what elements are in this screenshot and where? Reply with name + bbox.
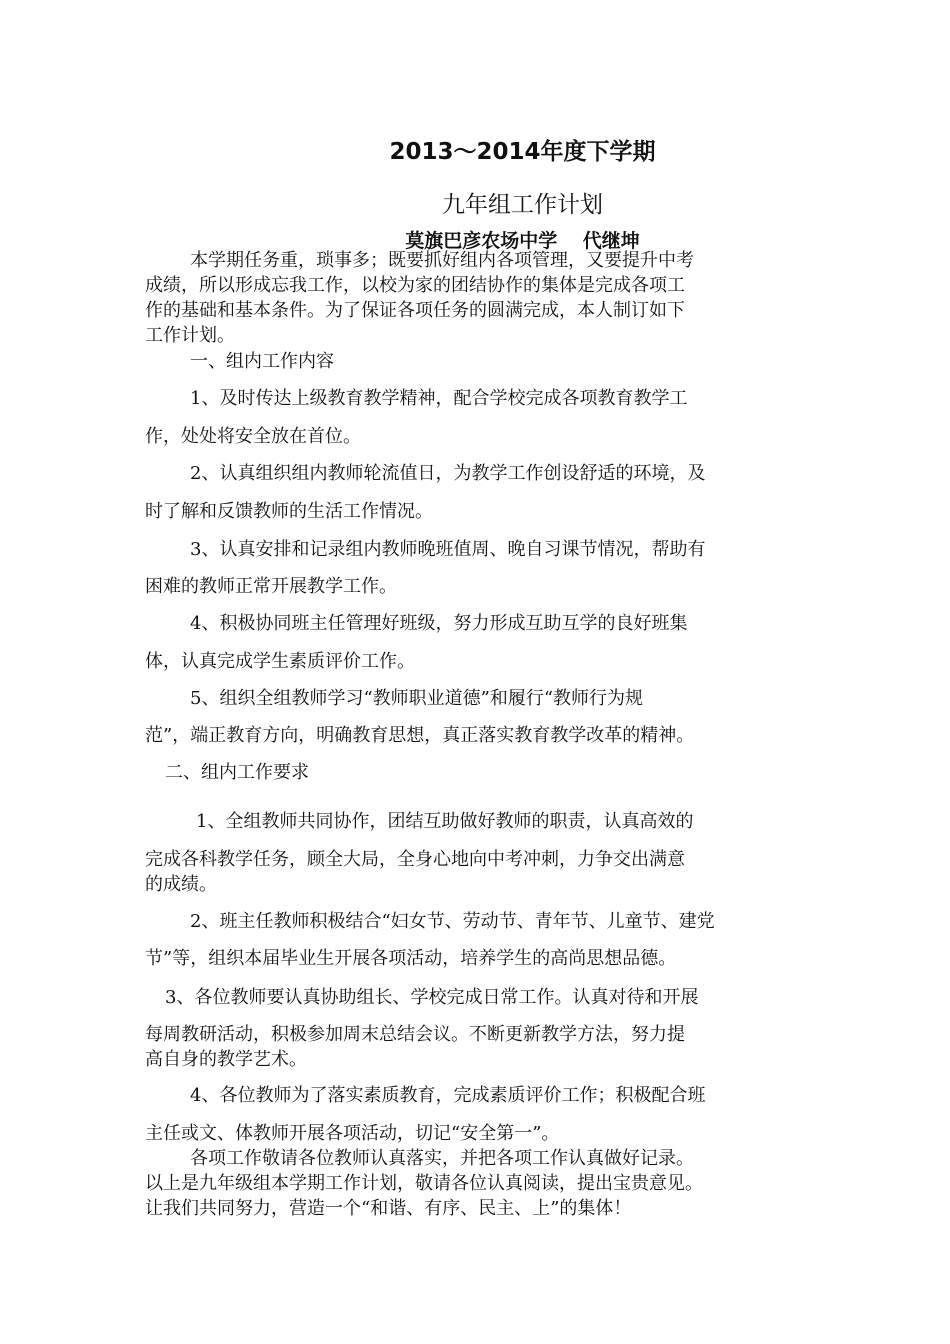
title-line1: 2013～2014年度下学期 [389,139,656,165]
closing-line: 以上是九年级组本学期工作计划，敬请各位认真阅读，提出宝贵意见。 [145,1173,703,1194]
section1-item-line: 1、及时传达上级教育教学精神，配合学校完成各项教育教学工 [190,388,688,409]
section1-item-line: 2、认真组织组内教师轮流值日，为教学工作创设舒适的环境，及 [190,463,706,484]
section1-title: 一、组内工作内容 [190,351,334,372]
intro-line: 本学期任务重，琐事多；既要抓好组内各项管理，又要提升中考 [190,250,694,271]
closing-line: 各项工作敬请各位教师认真落实，并把各项工作认真做好记录。 [190,1148,694,1169]
section1-item-line: 时了解和反馈教师的生活工作情况。 [145,501,433,522]
author-line: 莫旗巴彦农场中学 代继坤 [405,230,640,252]
section2-title: 二、组内工作要求 [165,762,309,783]
intro-line: 成绩，所以形成忘我工作，以校为家的团结协作的集体是完成各项工 [145,275,685,296]
section2-item-line: 1、全组教师共同协作，团结互助做好教师的职责，认真高效的 [196,811,694,832]
section2-item-line: 的成绩。 [145,874,217,895]
closing-line: 让我们共同努力，营造一个“和谐、有序、民主、上”的集体！ [145,1198,632,1219]
section2-item-line: 高自身的教学艺术。 [145,1049,307,1070]
section1-item-line: 3、认真安排和记录组内教师晚班值周、晚自习课节情况，帮助有 [190,539,706,560]
title-line2: 九年组工作计划 [442,192,603,218]
section1-item-line: 作，处处将安全放在首位。 [145,426,361,447]
section1-item-line: 范”，端正教育方向，明确教育思想，真正落实教育教学改革的精神。 [145,725,695,746]
intro-line: 工作计划。 [145,325,235,346]
section2-item-line: 每周教研活动，积极参加周末总结会议。不断更新教学方法，努力提 [145,1024,685,1045]
section2-item-line: 节”等，组织本届毕业生开展各项活动，培养学生的高尚思想品德。 [145,948,677,969]
section2-item-line: 2、班主任教师积极结合“妇女节、劳动节、青年节、儿童节、建党 [190,911,715,932]
section2-item-line: 4、各位教师为了落实素质教育，完成素质评价工作；积极配合班 [190,1085,706,1106]
section1-item-line: 困难的教师正常开展教学工作。 [145,576,397,597]
section2-item-line: 完成各科教学任务，顾全大局，全身心地向中考冲刺，力争交出满意 [145,849,685,870]
section2-item-line: 3、各位教师要认真协助组长、学校完成日常工作。认真对待和开展 [165,987,699,1008]
section1-item-line: 5、组织全组教师学习“教师职业道德”和履行“教师行为规 [190,688,644,709]
section1-item-line: 体，认真完成学生素质评价工作。 [145,651,415,672]
section2-item-line: 主任或文、体教师开展各项活动，切记“安全第一”。 [145,1123,560,1144]
section1-item-line: 4、积极协同班主任管理好班级，努力形成互助互学的良好班集 [190,613,688,634]
intro-line: 作的基础和基本条件。为了保证各项任务的圆满完成，本人制订如下 [145,300,685,321]
